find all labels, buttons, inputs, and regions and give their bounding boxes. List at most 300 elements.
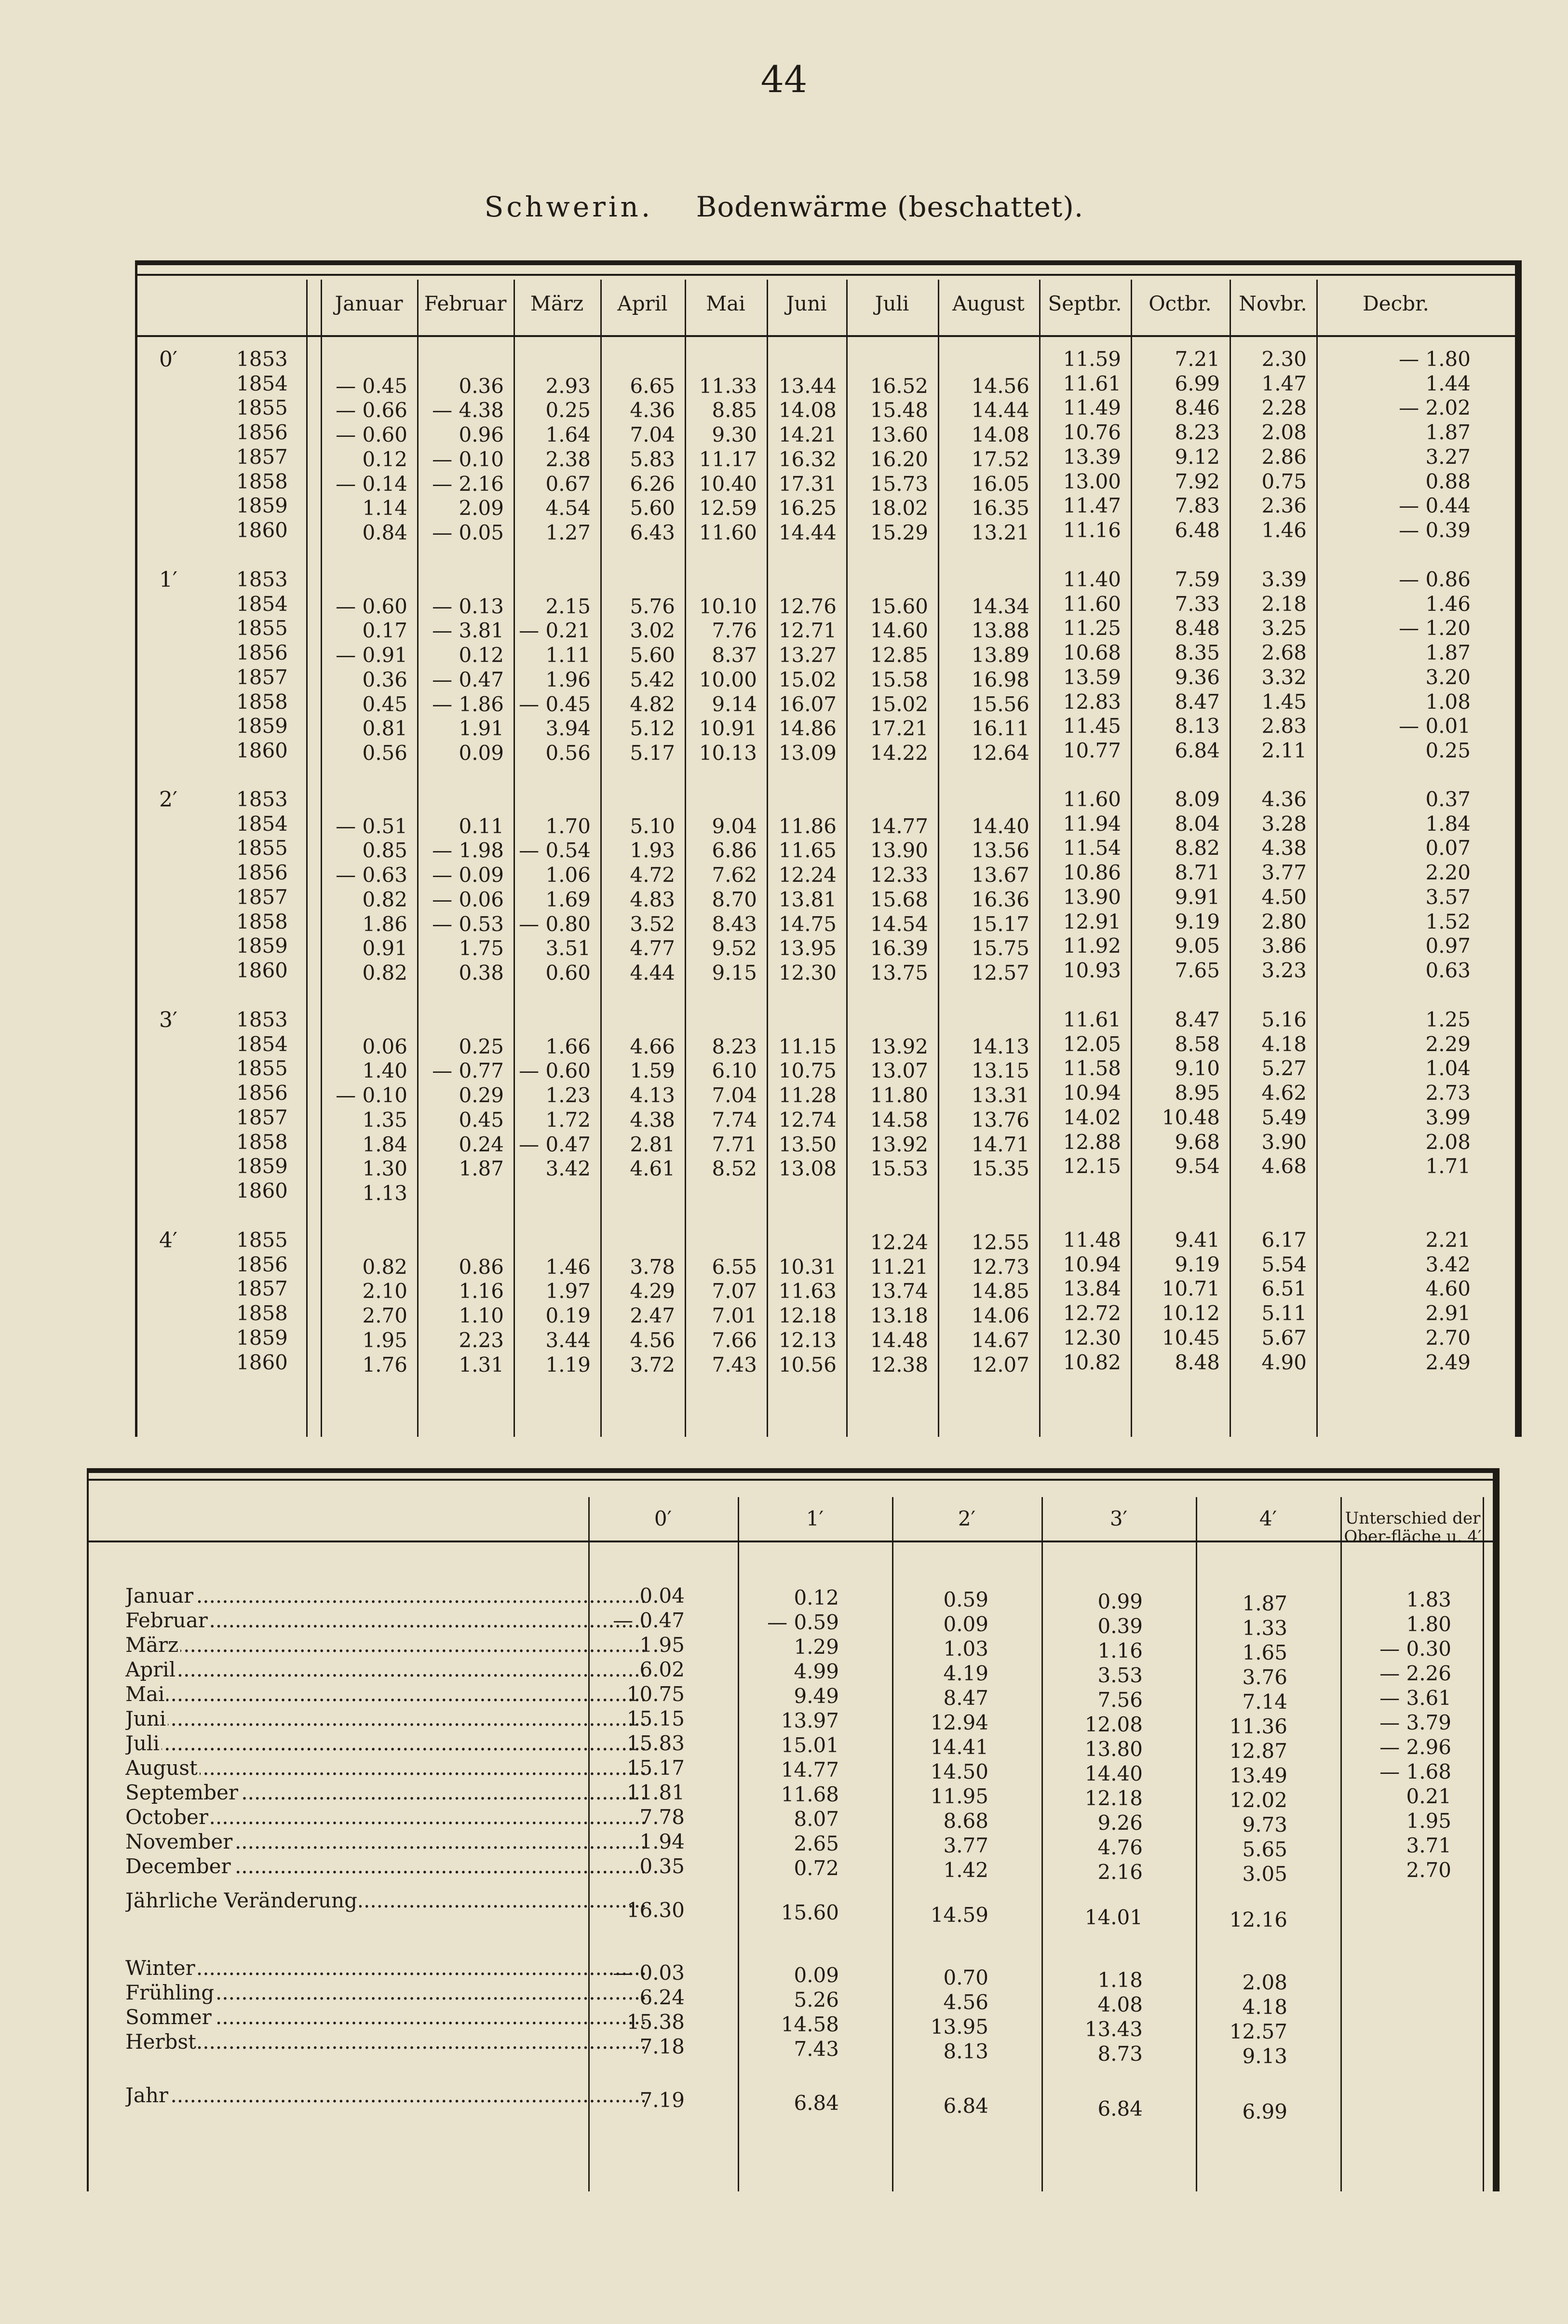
table-cell: 3.77 xyxy=(1261,861,1307,885)
table-cell: 1.46 xyxy=(1425,592,1471,616)
table-cell: 14.71 xyxy=(971,1132,1029,1156)
table-cell: 1.71 xyxy=(1425,1154,1471,1178)
table-cell: 10.48 xyxy=(1162,1105,1220,1129)
table-cell: 9.04 xyxy=(712,814,757,838)
table-cell: 16.20 xyxy=(870,447,928,471)
soil-temperature-table xyxy=(135,260,1522,1437)
table-cell: 10.31 xyxy=(778,1255,837,1279)
table-cell: — 2.16 xyxy=(432,472,504,496)
table-cell: 8.85 xyxy=(712,398,757,422)
summary-cell: 0.99 xyxy=(1097,1590,1143,1613)
month-label xyxy=(125,1707,646,1731)
table-cell: 3.23 xyxy=(1261,958,1307,982)
table-cell: 6.65 xyxy=(630,374,675,398)
table-cell: 14.08 xyxy=(778,398,837,422)
table-cell: 15.73 xyxy=(870,472,928,496)
year-label: 1855 xyxy=(236,396,288,420)
summary-cell: 10.75 xyxy=(626,1682,685,1706)
table-cell: — 1.80 xyxy=(1399,347,1471,371)
table-cell: 7.59 xyxy=(1175,567,1220,591)
month-label-text: März xyxy=(125,1633,180,1657)
table-cell: 0.19 xyxy=(545,1304,591,1328)
summary-cell: — 0.47 xyxy=(613,1608,685,1632)
season-cell: 0.09 xyxy=(794,1963,839,1987)
table-cell: 0.38 xyxy=(459,960,504,985)
table-cell: 9.19 xyxy=(1175,1252,1220,1276)
table-cell: 1.31 xyxy=(459,1352,504,1377)
table-cell: 12.55 xyxy=(971,1230,1029,1254)
annual-cell: 14.01 xyxy=(1084,1905,1143,1929)
table-cell: 8.09 xyxy=(1175,787,1220,811)
table-cell: — 0.45 xyxy=(336,374,407,398)
year-label: 1860 xyxy=(236,1350,288,1374)
table-cell: 1.87 xyxy=(459,1157,504,1181)
summary-cell: 12.02 xyxy=(1229,1788,1287,1812)
table-cell: 4.60 xyxy=(1425,1277,1471,1301)
year-label: 1855 xyxy=(236,1056,288,1081)
table-cell: 9.54 xyxy=(1175,1154,1220,1178)
summary-cell: 1.94 xyxy=(639,1830,685,1853)
season-cell: 8.13 xyxy=(943,2040,988,2063)
year-label: 1859 xyxy=(236,1325,288,1350)
table-cell: 7.76 xyxy=(712,619,757,643)
table-cell: — 0.39 xyxy=(1399,518,1471,542)
table-cell: 10.45 xyxy=(1162,1325,1220,1350)
summary-cell: 3.53 xyxy=(1097,1663,1143,1687)
year-label: 1853 xyxy=(236,1008,288,1031)
table-cell: 0.81 xyxy=(362,716,407,741)
year-label: 1856 xyxy=(236,1081,288,1105)
table-cell: 16.32 xyxy=(778,447,837,471)
annual-cell: 12.16 xyxy=(1229,1908,1287,1932)
table-cell: 3.52 xyxy=(630,912,675,936)
season-cell: 7.43 xyxy=(794,2037,839,2061)
year-label: 1857 xyxy=(236,665,288,689)
summary-cell: 9.26 xyxy=(1097,1811,1143,1835)
summary-cell: 12.18 xyxy=(1084,1786,1143,1810)
table-cell: 5.60 xyxy=(630,496,675,520)
season-cell: 12.57 xyxy=(1229,2020,1287,2043)
difference-cell: 2.70 xyxy=(1406,1858,1451,1882)
summary-cell: 0.09 xyxy=(943,1612,988,1636)
table-cell: 16.36 xyxy=(971,887,1029,911)
page-title xyxy=(0,190,1568,223)
summary-cell: 1.95 xyxy=(639,1633,685,1657)
table-cell: 0.75 xyxy=(1261,469,1307,493)
summary-cell: 9.73 xyxy=(1242,1813,1287,1837)
table-cell: 11.65 xyxy=(778,838,837,863)
table-cell: 1.72 xyxy=(545,1108,591,1132)
table-cell: 2.86 xyxy=(1261,445,1307,469)
table-cell: — 3.81 xyxy=(432,619,504,643)
summary-header-1: 1′ xyxy=(806,1507,824,1530)
table-cell: 13.60 xyxy=(870,423,928,447)
table-cell: 2.11 xyxy=(1261,738,1307,762)
table-cell: 11.61 xyxy=(1063,371,1121,395)
table-cell: 0.96 xyxy=(459,423,504,447)
table-cell: 8.47 xyxy=(1175,689,1220,714)
year-label: 1854 xyxy=(236,1032,288,1056)
summary-cell: 6.02 xyxy=(639,1658,685,1681)
year-label: 1857 xyxy=(236,1105,288,1129)
table-cell: 0.84 xyxy=(362,520,407,544)
table-cell: 10.77 xyxy=(1063,738,1121,762)
table-cell: 1.76 xyxy=(362,1352,407,1377)
table-cell: 14.48 xyxy=(870,1328,928,1352)
table-cell: 15.58 xyxy=(870,667,928,691)
table-cell: 8.04 xyxy=(1175,811,1220,836)
table-cell: 1.04 xyxy=(1425,1056,1471,1081)
table-cell: 11.21 xyxy=(870,1255,928,1279)
table-cell: 7.71 xyxy=(712,1132,757,1156)
table-cell: 14.56 xyxy=(971,374,1029,398)
table-cell: 0.36 xyxy=(362,667,407,691)
table-cell: 4.38 xyxy=(630,1108,675,1132)
table-cell: 15.02 xyxy=(778,667,837,691)
table-cell: 5.83 xyxy=(630,447,675,471)
table-cell: — 0.47 xyxy=(519,1132,591,1156)
table-cell: 2.81 xyxy=(630,1132,675,1156)
table-cell: 8.71 xyxy=(1175,861,1220,885)
table-cell: 17.52 xyxy=(971,447,1029,471)
difference-cell: — 3.79 xyxy=(1379,1711,1451,1734)
table-cell: 11.60 xyxy=(699,520,757,544)
depth-label-2: 2′ xyxy=(159,787,177,812)
summary-cell: 9.49 xyxy=(794,1684,839,1708)
table-cell: — 0.05 xyxy=(432,520,504,544)
summary-cell: 1.87 xyxy=(1242,1592,1287,1615)
table-cell: 12.71 xyxy=(778,619,837,643)
year-label: 1854 xyxy=(236,592,288,616)
summary-cell: 3.05 xyxy=(1242,1862,1287,1886)
table-cell: 8.70 xyxy=(712,887,757,911)
month-header-12: Decbr. xyxy=(1363,292,1429,315)
table-cell: 13.84 xyxy=(1063,1277,1121,1301)
month-header-10: Octbr. xyxy=(1149,292,1212,315)
summary-cell: 4.99 xyxy=(794,1660,839,1683)
table-cell: 8.58 xyxy=(1175,1032,1220,1056)
season-label xyxy=(125,2030,646,2054)
summary-header-4: 4′ xyxy=(1259,1507,1277,1530)
table-cell: — 0.09 xyxy=(432,863,504,887)
table-cell: 0.56 xyxy=(362,741,407,765)
table-cell: 8.48 xyxy=(1175,616,1220,640)
year-label: 1859 xyxy=(236,1154,288,1178)
table-cell: 15.56 xyxy=(971,692,1029,716)
month-header-7: Juli xyxy=(875,292,909,315)
season-label-text: Frühling xyxy=(125,1981,216,2004)
table-cell: 11.54 xyxy=(1063,836,1121,860)
table-cell: 1.30 xyxy=(362,1157,407,1181)
table-cell: 2.21 xyxy=(1425,1228,1471,1252)
table-cell: 7.07 xyxy=(712,1279,757,1303)
table-cell: 1.86 xyxy=(362,912,407,936)
table-cell: 3.25 xyxy=(1261,616,1307,640)
table-cell: 1.66 xyxy=(545,1034,591,1058)
summary-cell: 12.94 xyxy=(930,1711,988,1734)
table-cell: — 1.86 xyxy=(432,692,504,716)
table-cell: 3.51 xyxy=(545,936,591,960)
table-cell: 2.08 xyxy=(1261,420,1307,445)
table-cell: 13.31 xyxy=(971,1083,1029,1108)
table-cell: 7.01 xyxy=(712,1304,757,1328)
table-cell: 14.06 xyxy=(971,1304,1029,1328)
season-cell: 2.08 xyxy=(1242,1971,1287,1994)
difference-cell: 3.71 xyxy=(1406,1834,1451,1857)
title-subject: Bodenwärme (beschattet). xyxy=(696,190,1084,223)
table-cell: 4.83 xyxy=(630,887,675,911)
table-cell: 3.72 xyxy=(630,1352,675,1377)
season-cell: 7.18 xyxy=(639,2035,685,2058)
difference-cell: — 0.30 xyxy=(1379,1637,1451,1661)
table-cell: 0.25 xyxy=(545,398,591,422)
table-cell: 11.60 xyxy=(1063,787,1121,811)
summary-cell: 7.78 xyxy=(639,1805,685,1829)
table-cell: 1.13 xyxy=(362,1181,407,1205)
table-cell: 12.57 xyxy=(971,960,1029,985)
table-cell: 13.90 xyxy=(870,838,928,863)
table-cell: 15.35 xyxy=(971,1157,1029,1181)
table-cell: — 0.63 xyxy=(336,863,407,887)
table-cell: 8.37 xyxy=(712,643,757,667)
table-cell: 14.40 xyxy=(971,814,1029,838)
summary-table xyxy=(87,1468,1500,2191)
year-total-label xyxy=(125,2083,646,2108)
table-cell: 3.20 xyxy=(1425,665,1471,689)
table-cell: 0.25 xyxy=(459,1034,504,1058)
table-cell: 11.80 xyxy=(870,1083,928,1108)
summary-cell: 14.41 xyxy=(930,1735,988,1759)
month-label-text: Februar xyxy=(125,1608,210,1632)
table-cell: 10.40 xyxy=(699,472,757,496)
table-cell: — 1.20 xyxy=(1399,616,1471,640)
month-label-text: September xyxy=(125,1781,240,1804)
table-cell: 11.33 xyxy=(699,374,757,398)
month-header-4: April xyxy=(617,292,668,315)
table-cell: 4.44 xyxy=(630,960,675,985)
table-cell: — 0.60 xyxy=(336,423,407,447)
table-cell: 1.44 xyxy=(1425,371,1471,395)
table-cell: 3.32 xyxy=(1261,665,1307,689)
table-cell: 0.17 xyxy=(362,619,407,643)
table-cell: 15.17 xyxy=(971,912,1029,936)
year-label: 1853 xyxy=(236,567,288,591)
table-cell: 0.24 xyxy=(459,1132,504,1156)
table-cell: 0.82 xyxy=(362,887,407,911)
difference-cell: — 2.26 xyxy=(1379,1662,1451,1685)
summary-cell: 15.17 xyxy=(626,1756,685,1780)
table-cell: 1.87 xyxy=(1425,420,1471,445)
table-cell: 14.85 xyxy=(971,1279,1029,1303)
table-cell: 2.29 xyxy=(1425,1032,1471,1056)
month-header-11: Novbr. xyxy=(1239,292,1307,315)
year-label: 1856 xyxy=(236,1252,288,1276)
table-cell: 0.88 xyxy=(1425,469,1471,493)
table-cell: 5.49 xyxy=(1261,1105,1307,1129)
table-cell: 13.74 xyxy=(870,1279,928,1303)
table-cell: 13.18 xyxy=(870,1304,928,1328)
table-cell: 12.24 xyxy=(870,1230,928,1254)
summary-cell: 15.01 xyxy=(781,1733,839,1757)
table-cell: 13.89 xyxy=(971,643,1029,667)
table-cell: 5.12 xyxy=(630,716,675,741)
month-label-text: Januar xyxy=(125,1584,195,1608)
year-label: 1857 xyxy=(236,1277,288,1301)
table-cell: 13.07 xyxy=(870,1059,928,1083)
table-cell: 16.05 xyxy=(971,472,1029,496)
table-cell: 13.67 xyxy=(971,863,1029,887)
table-cell: 13.08 xyxy=(778,1157,837,1181)
summary-cell: 1.29 xyxy=(794,1635,839,1659)
table-cell: 2.15 xyxy=(545,594,591,618)
table-cell: 1.10 xyxy=(459,1304,504,1328)
year-total-cell: 6.84 xyxy=(943,2094,988,2118)
table-cell: 16.25 xyxy=(778,496,837,520)
table-cell: 15.60 xyxy=(870,594,928,618)
table-cell: 5.27 xyxy=(1261,1056,1307,1081)
summary-cell: 0.39 xyxy=(1097,1614,1143,1638)
year-label: 1855 xyxy=(236,836,288,860)
table-cell: 13.00 xyxy=(1063,469,1121,493)
table-cell: 2.91 xyxy=(1425,1301,1471,1325)
table-cell: 1.40 xyxy=(362,1059,407,1083)
summary-cell: 15.15 xyxy=(626,1707,685,1730)
table-cell: 9.10 xyxy=(1175,1056,1220,1081)
table-cell: 5.54 xyxy=(1261,1252,1307,1276)
table-cell: 10.13 xyxy=(699,741,757,765)
table-cell: 2.80 xyxy=(1261,909,1307,933)
table-cell: 8.82 xyxy=(1175,836,1220,860)
table-cell: 4.82 xyxy=(630,692,675,716)
table-cell: — 0.80 xyxy=(519,912,591,936)
table-cell: 12.59 xyxy=(699,496,757,520)
table-cell: 12.15 xyxy=(1063,1154,1121,1178)
column-rule-years xyxy=(306,280,308,1437)
summary-cell: 11.95 xyxy=(930,1784,988,1808)
season-cell: — 0.03 xyxy=(613,1961,685,1985)
table-cell: 16.11 xyxy=(971,716,1029,741)
table-cell: 1.45 xyxy=(1261,689,1307,714)
table-cell: 6.99 xyxy=(1175,371,1220,395)
table-cell: 4.68 xyxy=(1261,1154,1307,1178)
season-cell: 15.38 xyxy=(626,2010,685,2034)
table-cell: — 0.66 xyxy=(336,398,407,422)
table-cell: — 0.14 xyxy=(336,472,407,496)
table-cell: 7.74 xyxy=(712,1108,757,1132)
table-cell: 10.86 xyxy=(1063,861,1121,885)
year-total-label-text: Jahr xyxy=(125,2083,170,2107)
season-cell: 13.95 xyxy=(930,2015,988,2039)
table-cell: 1.69 xyxy=(545,887,591,911)
table-cell: 2.49 xyxy=(1425,1350,1471,1374)
table-cell: 0.12 xyxy=(459,643,504,667)
season-cell: 4.08 xyxy=(1097,1993,1143,2016)
table-cell: 0.60 xyxy=(545,960,591,985)
table-cell: — 0.10 xyxy=(336,1083,407,1108)
season-cell: 6.24 xyxy=(639,1986,685,2009)
table-cell: 13.27 xyxy=(778,643,837,667)
table-cell: 16.07 xyxy=(778,692,837,716)
table-cell: 3.57 xyxy=(1425,885,1471,909)
year-total-cell: 6.84 xyxy=(794,2091,839,2115)
table-cell: 12.24 xyxy=(778,863,837,887)
table-cell: 5.10 xyxy=(630,814,675,838)
table-cell: 13.92 xyxy=(870,1034,928,1058)
table-cell: 15.75 xyxy=(971,936,1029,960)
table-cell: 13.90 xyxy=(1063,885,1121,909)
table-cell: 1.97 xyxy=(545,1279,591,1303)
summary-cell: 4.19 xyxy=(943,1662,988,1685)
month-label-text: December xyxy=(125,1854,233,1878)
table-cell: 0.91 xyxy=(362,936,407,960)
difference-cell: — 3.61 xyxy=(1379,1686,1451,1710)
table-cell: 13.88 xyxy=(971,619,1029,643)
table-cell: 12.30 xyxy=(778,960,837,985)
table-cell: — 0.13 xyxy=(432,594,504,618)
year-label: 1860 xyxy=(236,958,288,982)
month-label xyxy=(125,1781,646,1805)
table-cell: 12.83 xyxy=(1063,689,1121,714)
table-cell: 11.45 xyxy=(1063,714,1121,738)
table-cell: 6.84 xyxy=(1175,738,1220,762)
summary-cell: — 0.59 xyxy=(767,1610,839,1634)
table-cell: 14.13 xyxy=(971,1034,1029,1058)
table-cell: 1.08 xyxy=(1425,689,1471,714)
table-cell: 4.62 xyxy=(1261,1081,1307,1105)
summary-rule-top xyxy=(87,1479,1500,1481)
summary-cell: 1.16 xyxy=(1097,1639,1143,1662)
table-cell: 2.68 xyxy=(1261,641,1307,665)
summary-cell: 0.04 xyxy=(639,1584,685,1608)
table-cell: 12.85 xyxy=(870,643,928,667)
table-cell: 5.60 xyxy=(630,643,675,667)
table-cell: 1.64 xyxy=(545,423,591,447)
table-cell: — 1.98 xyxy=(432,838,504,863)
table-cell: 9.14 xyxy=(712,692,757,716)
table-cell: 14.44 xyxy=(971,398,1029,422)
table-cell: 1.70 xyxy=(545,814,591,838)
table-cell: 10.12 xyxy=(1162,1301,1220,1325)
month-label-text: August xyxy=(125,1756,200,1780)
month-label xyxy=(125,1584,646,1608)
table-cell: 9.36 xyxy=(1175,665,1220,689)
table-cell: 2.18 xyxy=(1261,592,1307,616)
table-cell: 1.95 xyxy=(362,1328,407,1352)
year-total-cell: 6.84 xyxy=(1097,2097,1143,2121)
table-cell: 11.15 xyxy=(778,1034,837,1058)
year-label: 1859 xyxy=(236,714,288,738)
table-cell: 14.44 xyxy=(778,520,837,544)
table-cell: 10.94 xyxy=(1063,1081,1121,1105)
month-label-text: October xyxy=(125,1805,210,1829)
table-cell: 12.72 xyxy=(1063,1301,1121,1325)
table-cell: 0.86 xyxy=(459,1255,504,1279)
table-cell: 7.04 xyxy=(712,1083,757,1108)
year-label: 1858 xyxy=(236,1130,288,1154)
table-cell: 1.75 xyxy=(459,936,504,960)
table-cell: 9.05 xyxy=(1175,934,1220,958)
table-cell: — 0.45 xyxy=(519,692,591,716)
month-label xyxy=(125,1805,646,1829)
table-cell: 4.36 xyxy=(1261,787,1307,811)
table-cell: 14.21 xyxy=(778,423,837,447)
table-cell: 9.15 xyxy=(712,960,757,985)
table-cell: 10.82 xyxy=(1063,1350,1121,1374)
table-cell: 12.30 xyxy=(1063,1325,1121,1350)
table-cell: 11.58 xyxy=(1063,1056,1121,1081)
table-cell: 1.35 xyxy=(362,1108,407,1132)
month-label xyxy=(125,1633,646,1657)
